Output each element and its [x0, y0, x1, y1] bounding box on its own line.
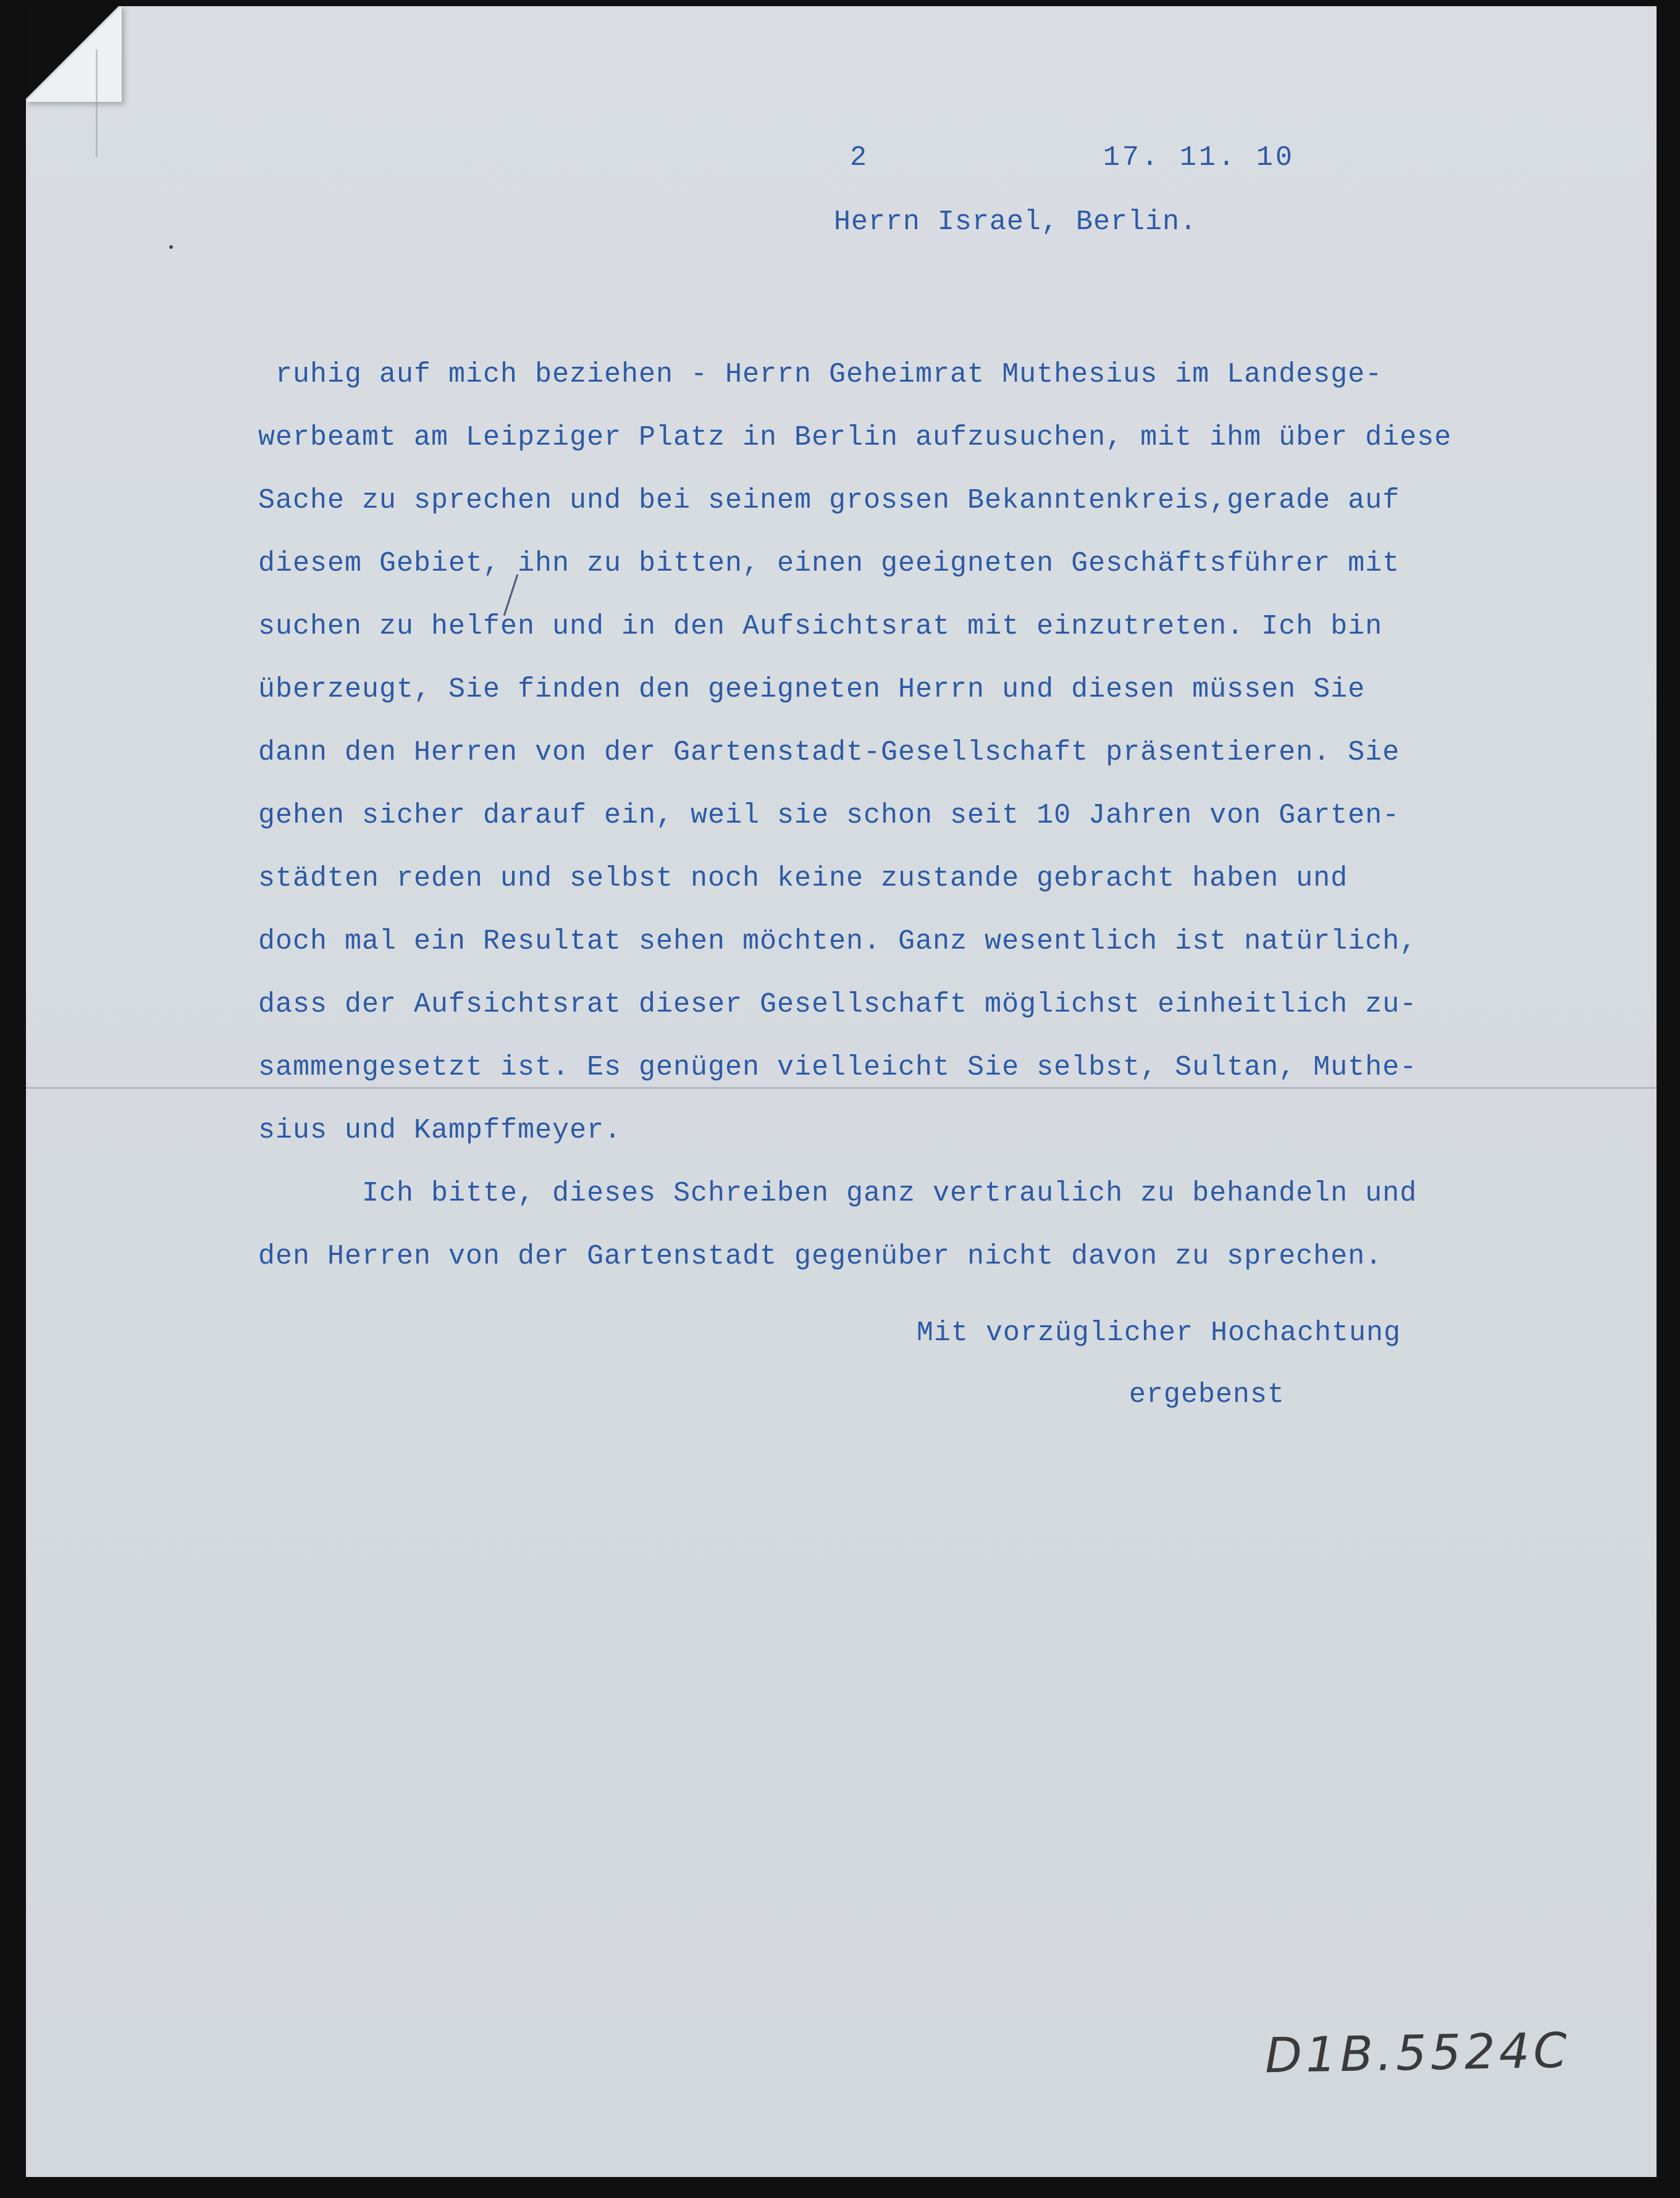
margin-mark [96, 49, 98, 157]
body-line: diesem Gebiet, ihn zu bitten, einen geeigneten Geschäftsführer mit [258, 548, 1400, 579]
addressee-line: Herrn Israel, Berlin. [834, 206, 1198, 238]
body-line: doch mal ein Resultat sehen möchten. Ganz wesentlich ist natürlich, [258, 926, 1418, 957]
body-line: Sache zu sprechen und bei seinem grossen Bekanntenkreis,gerade auf [258, 485, 1400, 516]
body-line: ruhig auf mich beziehen - Herrn Geheimrat Muthesius im Landesge- [258, 359, 1383, 390]
body-line: Ich bitte, dieses Schreiben ganz vertraulich zu behandeln und [258, 1178, 1418, 1209]
body-line: suchen zu helfen und in den Aufsichtsrat mit einzutreten. Ich bin [258, 611, 1383, 642]
body-line: gehen sicher darauf ein, weil sie schon seit 10 Jahren von Garten- [258, 800, 1400, 831]
body-line: dass der Aufsichtsrat dieser Gesellschaft möglichst einheitlich zu- [258, 989, 1418, 1020]
closing-signoff: ergebenst [1129, 1379, 1285, 1411]
body-line: städten reden und selbst noch keine zustande gebracht haben und [258, 863, 1348, 894]
folded-corner [26, 6, 122, 102]
letter-date: 17. 11. 10 [1103, 142, 1295, 174]
body-line: überzeugt, Sie finden den geeigneten Herrn und diesen müssen Sie [258, 674, 1366, 705]
body-line: werbeamt am Leipziger Platz in Berlin aufzusuchen, mit ihm über diese [258, 422, 1452, 453]
archive-number: D1B.5524C [1264, 2023, 1571, 2084]
page-number: 2 [850, 142, 868, 174]
body-line: den Herren von der Gartenstadt gegenüber nicht davon zu sprechen. [258, 1241, 1383, 1272]
body-line: sammengesetzt ist. Es genügen vielleicht Sie selbst, Sultan, Muthe- [258, 1052, 1418, 1083]
closing-salutation: Mit vorzüglicher Hochachtung [917, 1317, 1401, 1349]
body-line: dann den Herren von der Gartenstadt-Gesellschaft präsentieren. Sie [258, 737, 1400, 768]
body-line: sius und Kampffmeyer. [258, 1115, 622, 1146]
letter-body [258, 343, 1451, 1288]
ink-dot [169, 245, 173, 249]
